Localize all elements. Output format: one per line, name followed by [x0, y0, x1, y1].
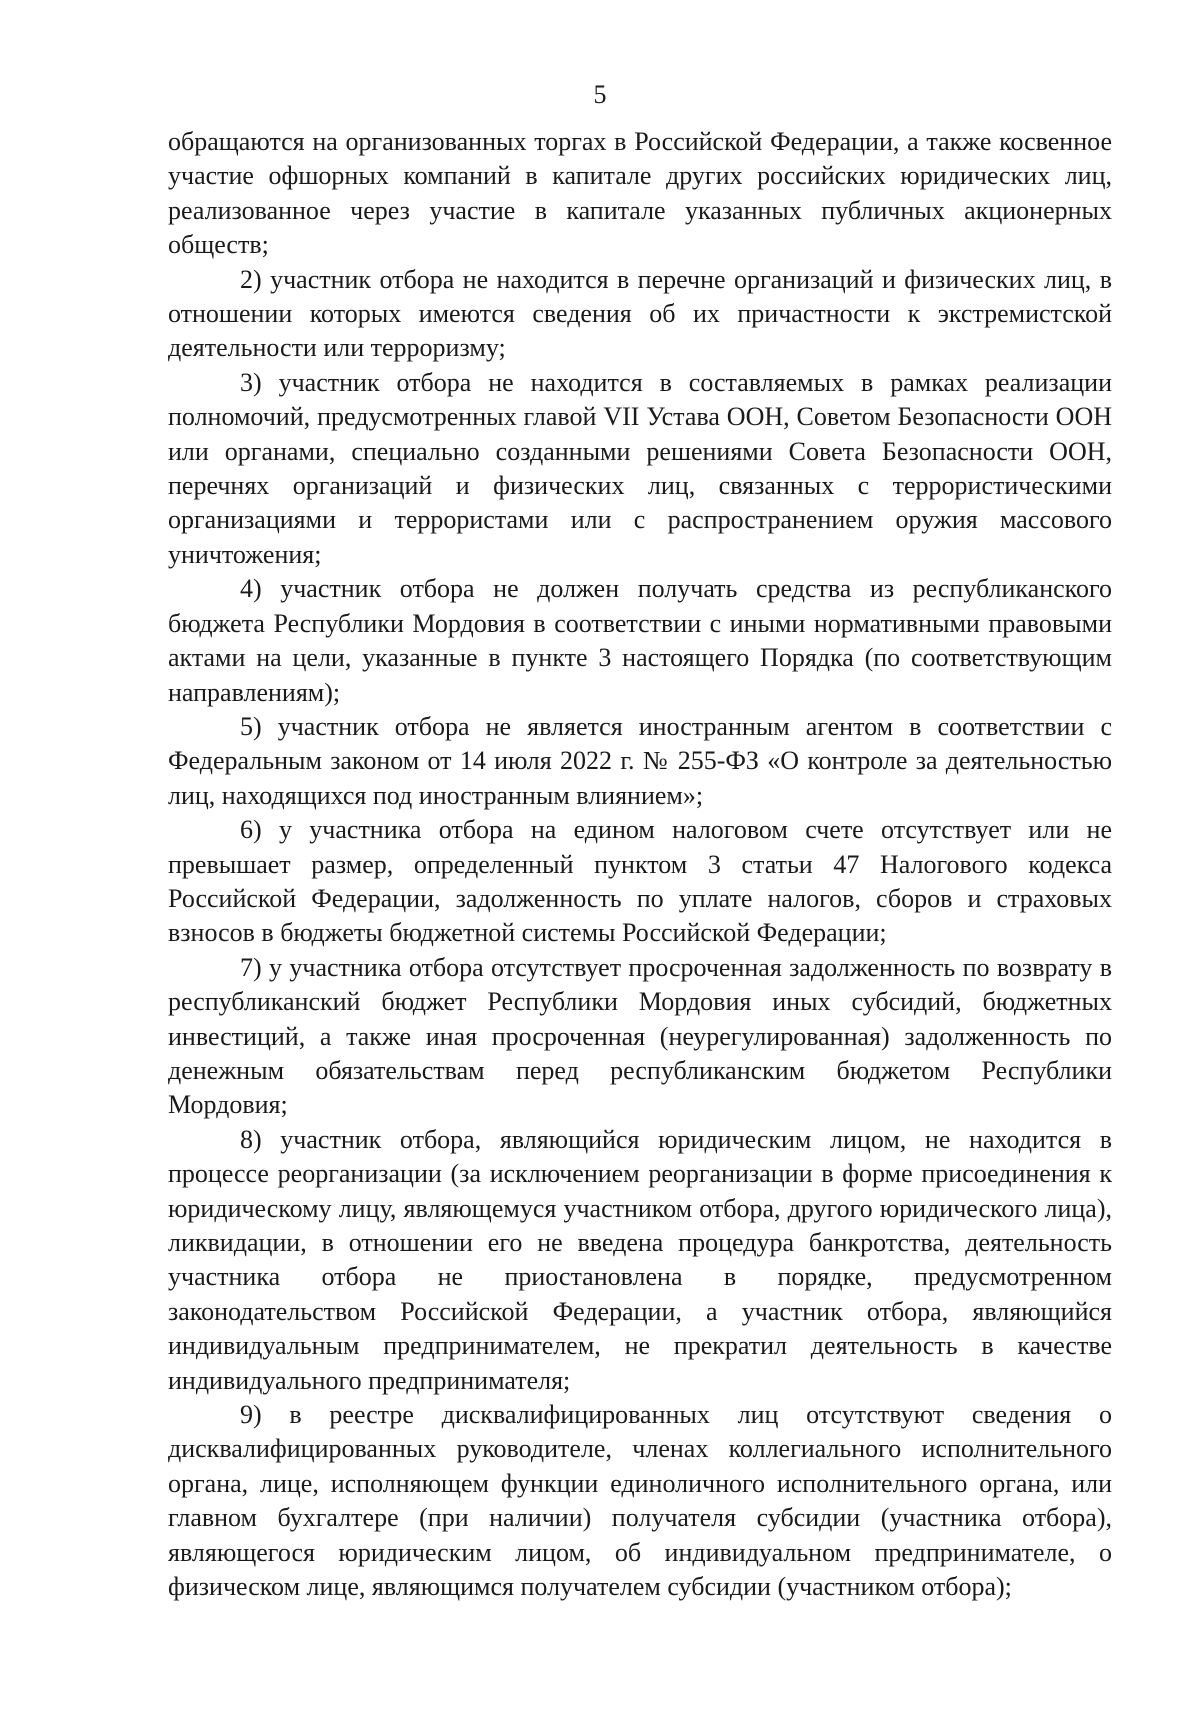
paragraph-item-8: 8) участник отбора, являющийся юридическим лицом, не находится в процессе реорганизации (за исключением реорганизации в форме присоединения к юридическому лицу, являющемуся участником отбора, другого юридического лица), ликвидации, в отношении его не введена процедура банкротства, деятельность участника отбора не приостановлена в порядке, предусмотренном законодательством Российской Федерации, а участник отбора, являющийся индивидуальным предпринимателем, не прекратил деятельность в качестве индивидуального предпринимателя;: [168, 1124, 1112, 1395]
page-number: 5: [593, 80, 607, 109]
paragraph-item-5: 5) участник отбора не является иностранным агентом в соответствии с Федеральным законом от 14 июля 2022 г. № 255-ФЗ «О контроле за деятельностью лиц, находящихся под иностранным влиянием»;: [168, 711, 1112, 810]
paragraph-item-9: 9) в реестре дисквалифицированных лиц отсутствуют сведения о дисквалифицированных руководителе, членах коллегиального исполнительного органа, лице, исполняющем функции единоличного исполнительного органа, или главном бухгалтере (при наличии) получателя субсидии (участника отбора), являющегося юридическим лицом, об индивидуальном предпринимателе, о физическом лице, являющимся получателем субсидии (участником отбора);: [168, 1400, 1112, 1602]
paragraph-item-7: 7) у участника отбора отсутствует просроченная задолженность по возврату в республиканский бюджет Республики Мордовия иных субсидий, бюджетных инвестиций, а также иная просроченная (неурегулированная) задолженность по денежным обязательствам перед республиканским бюджетом Республики Мордовия;: [168, 952, 1112, 1120]
paragraph-item-6: 6) у участника отбора на едином налоговом счете отсутствует или не превышает размер, определенный пунктом 3 статьи 47 Налогового кодекса Российской Федерации, задолженность по уплате налогов, сборов и страховых взносов в бюджеты бюджетной системы Российской Федерации;: [168, 815, 1112, 948]
paragraph-item-4: 4) участник отбора не должен получать средства из республиканского бюджета Республики Мордовия в соответствии с иными нормативными правовыми актами на цели, указанные в пункте 3 настоящего Порядка (по соответствующим направлениям);: [168, 574, 1112, 707]
paragraph-item-2: 2) участник отбора не находится в перечне организаций и физических лиц, в отношении которых имеются сведения об их причастности к экстремистской деятельности или терроризму;: [168, 264, 1112, 363]
document-body: [168, 125, 1112, 1604]
paragraph-item-3: 3) участник отбора не находится в составляемых в рамках реализации полномочий, предусмотренных главой VII Устава ООН, Советом Безопасности ООН или органами, специально созданными решениями Совета Безопасности ООН, перечнях организаций и физических лиц, связанных с террористическими организациями и террористами или с распространением оружия массового уничтожения;: [168, 367, 1112, 569]
paragraph-continuation: обращаются на организованных торгах в Российской Федерации, а также косвенное участие офшорных компаний в капитале других российских юридических лиц, реализованное через участие в капитале указанных публичных акционерных обществ;: [168, 127, 1112, 260]
